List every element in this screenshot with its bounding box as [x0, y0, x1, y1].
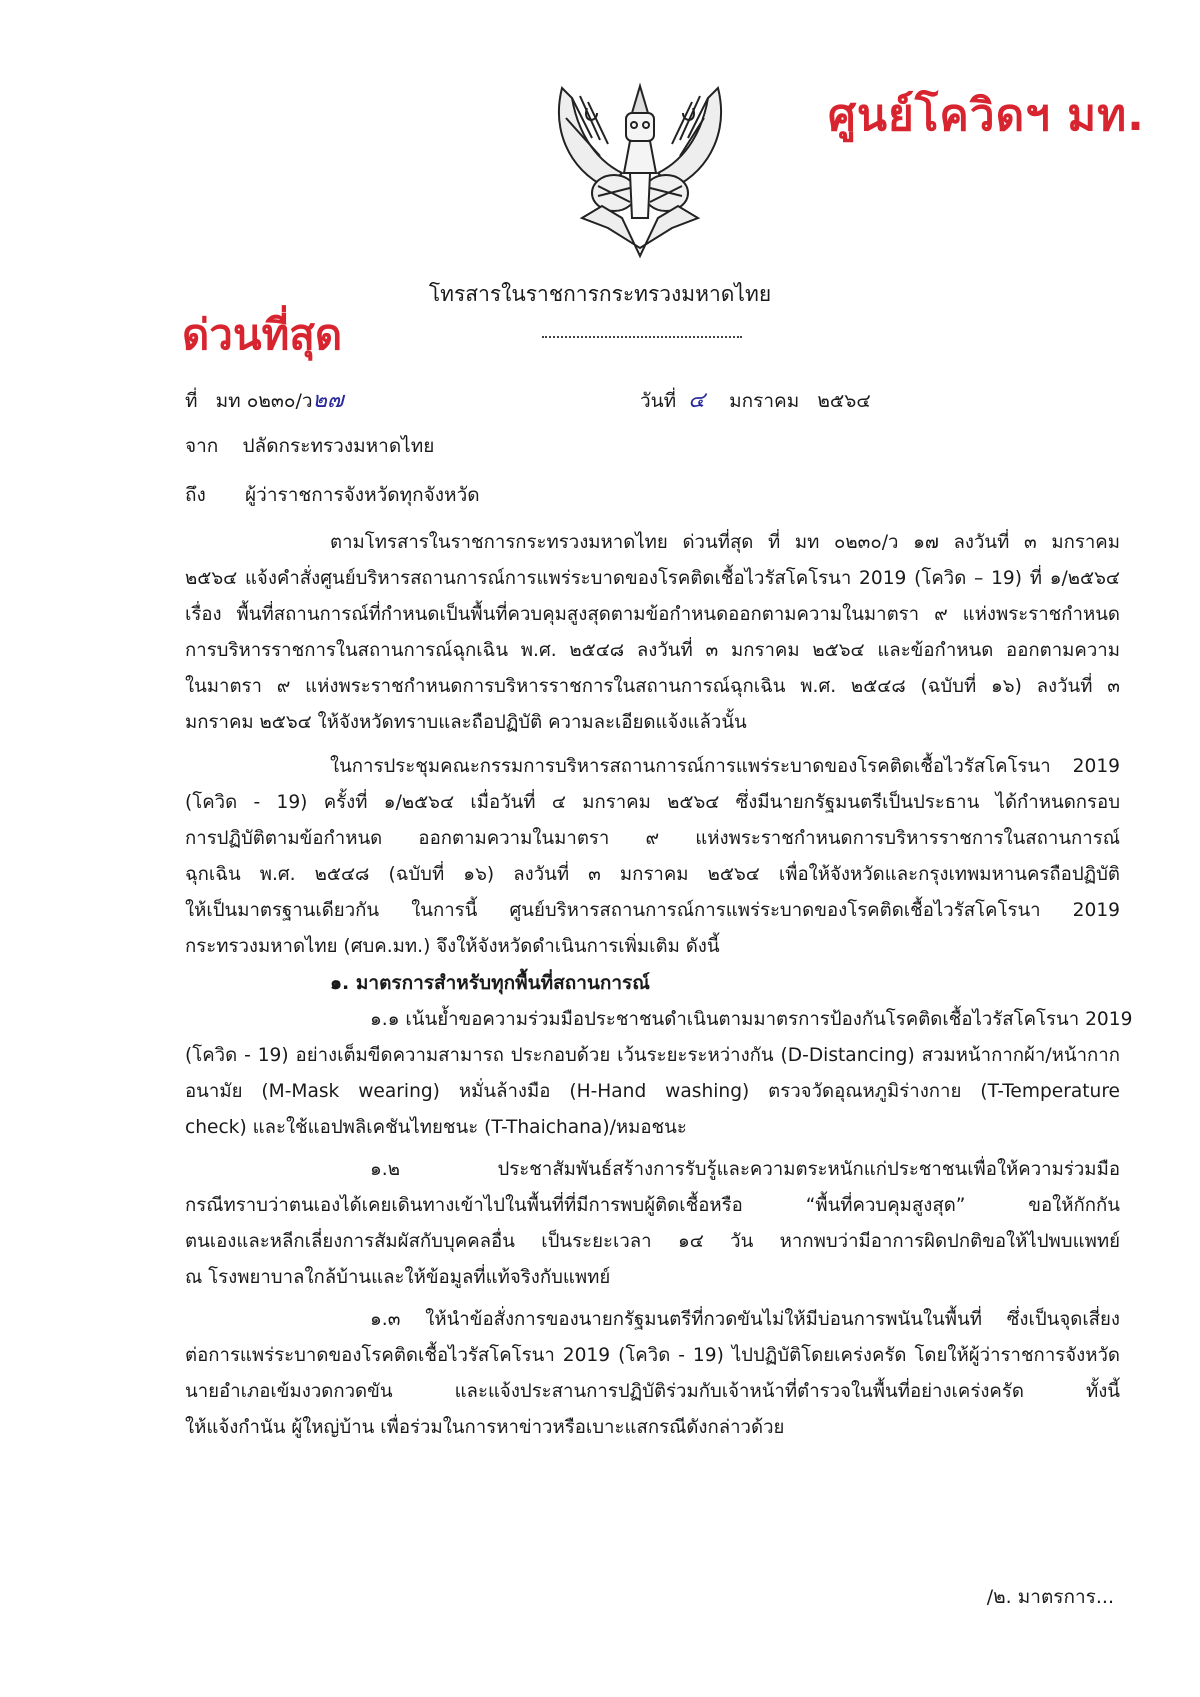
date-label: วันที่: [640, 390, 677, 412]
text-line: (โควิด - 19) ครั้งที่ ๑/๒๕๖๔ เมื่อวันที่ ๔ มกราคม ๒๕๖๔ ซึ่งมีนายกรัฐมนตรีเป็นประธาน ได้กำหนดกรอบ: [185, 792, 1120, 813]
text-line: (โควิด - 19) อย่างเต็มขีดความสามารถ ประกอบด้วย เว้นระยะระหว่างกัน (D-Distancing) สวมหน้ากากผ้า/หน้ากาก: [185, 1045, 1120, 1066]
text-line: ให้แจ้งกำนัน ผู้ใหญ่บ้าน เพื่อร่วมในการหาข่าวหรือเบาะแสกรณีดังกล่าวด้วย: [185, 1417, 785, 1438]
text-line: ให้เป็นมาตรฐานเดียวกัน ในการนี้ ศูนย์บริหารสถานการณ์การแพร่ระบาดของโรคติดเชื้อไวรัสโคโรนา 2019: [185, 900, 1120, 921]
garuda-emblem-icon: [552, 78, 728, 260]
reference-line: [185, 382, 344, 417]
reference-handwritten-number: ๒๗: [312, 388, 344, 413]
text-line: ๒๕๖๔ แจ้งคำสั่งศูนย์บริหารสถานการณ์การแพร่ระบาดของโรคติดเชื้อไวรัสโคโรนา 2019 (โควิด – 19) ที่ ๑/๒๕๖๔: [185, 568, 1120, 589]
reference-number: มท ๐๒๓๐/ว: [215, 390, 313, 412]
text-line: ๑.๓ ให้นำข้อสั่งการของนายกรัฐมนตรีที่กวดขันไม่ให้มีบ่อนการพนันในพื้นที่ ซึ่งเป็นจุดเสี่ยง: [370, 1309, 1120, 1330]
to-line: [185, 480, 480, 510]
date-month: มกราคม: [729, 390, 800, 412]
text-line: ในมาตรา ๙ แห่งพระราชกำหนดการบริหารราชการในสถานการณ์ฉุกเฉิน พ.ศ. ๒๕๔๘ (ฉบับที่ ๑๖) ลงวันที่ ๓: [185, 676, 1120, 697]
text-line: ณ โรงพยาบาลใกล้บ้านและให้ข้อมูลที่แท้จริงกับแพทย์: [185, 1267, 611, 1288]
text-line: ต่อการแพร่ระบาดของโรคติดเชื้อไวรัสโคโรนา 2019 (โควิด - 19) ไปปฏิบัติโดยเคร่งครัด โดยให้ผู้ว่าราชการจังหวัด: [185, 1345, 1120, 1366]
text-line: ในการประชุมคณะกรรมการบริหารสถานการณ์การแพร่ระบาดของโรคติดเชื้อไวรัสโคโรนา 2019: [330, 756, 1120, 777]
text-line: กระทรวงมหาดไทย (ศบค.มท.) จึงให้จังหวัดดำเนินการเพิ่มเติม ดังนี้: [185, 936, 720, 957]
text-line: ตนเองและหลีกเลี่ยงการสัมผัสกับบุคคลอื่น เป็นระยะเวลา ๑๔ วัน หากพบว่ามีอาการผิดปกติขอให้ไปพบแพทย์: [185, 1231, 1120, 1252]
text-line: มกราคม ๒๕๖๔ ให้จังหวัดทราบและถือปฏิบัติ ความละเอียดแจ้งแล้วนั้น: [185, 712, 747, 733]
text-line: กรณีทราบว่าตนเองได้เคยเดินทางเข้าไปในพื้นที่ที่มีการพบผู้ติดเชื้อหรือ “พื้นที่ควบคุมสูงสุด” ขอให้กักกัน: [185, 1195, 1120, 1216]
text-line: ฉุกเฉิน พ.ศ. ๒๕๔๘ (ฉบับที่ ๑๖) ลงวันที่ ๓ มกราคม ๒๕๖๔ เพื่อให้จังหวัดและกรุงเทพมหานครถือปฏิบัติ: [185, 864, 1120, 885]
text-line: เรื่อง พื้นที่สถานการณ์ที่กำหนดเป็นพื้นที่ควบคุมสูงสุดตามข้อกำหนดออกตามความในมาตรา ๙ แห่งพระราชกำหนด: [185, 604, 1120, 625]
text-line: ตามโทรสารในราชการกระทรวงมหาดไทย ด่วนที่สุด ที่ มท ๐๒๓๐/ว ๑๗ ลงวันที่ ๓ มกราคม: [330, 532, 1120, 553]
date-year: ๒๕๖๔: [817, 390, 871, 412]
text-line: check) และใช้แอปพลิเคชันไทยชนะ (T-Thaichana)/หมอชนะ: [185, 1117, 687, 1138]
from-label: จาก: [185, 435, 219, 457]
text-line: นายอำเภอเข้มงวดกวดขัน และแจ้งประสานการปฏิบัติร่วมกับเจ้าหน้าที่ตำรวจในพื้นที่อย่างเคร่งครัด ทั้งนี้: [185, 1381, 1120, 1402]
text-line: การบริหารราชการในสถานการณ์ฉุกเฉิน พ.ศ. ๒๕๔๘ ลงวันที่ ๓ มกราคม ๒๕๖๔ และข้อกำหนด ออกตามความ: [185, 640, 1120, 661]
date-line: [640, 382, 871, 417]
text-line: ๑.๒ ประชาสัมพันธ์สร้างการรับรู้และความตระหนักแก่ประชาชนเพื่อให้ความร่วมมือ: [370, 1159, 1120, 1180]
signature-dotted-line: [542, 330, 742, 338]
document-title: โทรสารในราชการกระทรวงมหาดไทย: [428, 282, 772, 306]
from-value: ปลัดกระทรวงมหาดไทย: [242, 435, 435, 457]
section-heading-1: ๑. มาตรการสำหรับทุกพื้นที่สถานการณ์: [330, 972, 650, 994]
center-stamp: ศูนย์โควิดฯ มท.: [828, 90, 1145, 141]
from-line: [185, 431, 434, 461]
date-day-handwritten: ๔: [688, 388, 705, 413]
urgency-stamp: ด่วนที่สุด: [182, 310, 343, 359]
text-line: อนามัย (M-Mask wearing) หมั่นล้างมือ (H-Hand washing) ตรวจวัดอุณหภูมิร่างกาย (T-Temperature: [185, 1081, 1120, 1102]
reference-label: ที่: [185, 390, 198, 412]
text-line: การปฏิบัติตามข้อกำหนด ออกตามความในมาตรา ๙ แห่งพระราชกำหนดการบริหารราชการในสถานการณ์: [185, 828, 1120, 849]
to-label: ถึง: [185, 484, 206, 506]
text-line: ๑.๑ เน้นย้ำขอความร่วมมือประชาชนดำเนินตามมาตรการป้องกันโรคติดเชื้อไวรัสโคโรนา 2019: [370, 1009, 1133, 1030]
to-value: ผู้ว่าราชการจังหวัดทุกจังหวัด: [245, 484, 480, 506]
continuation-marker: /๒. มาตรการ...: [986, 1586, 1114, 1608]
